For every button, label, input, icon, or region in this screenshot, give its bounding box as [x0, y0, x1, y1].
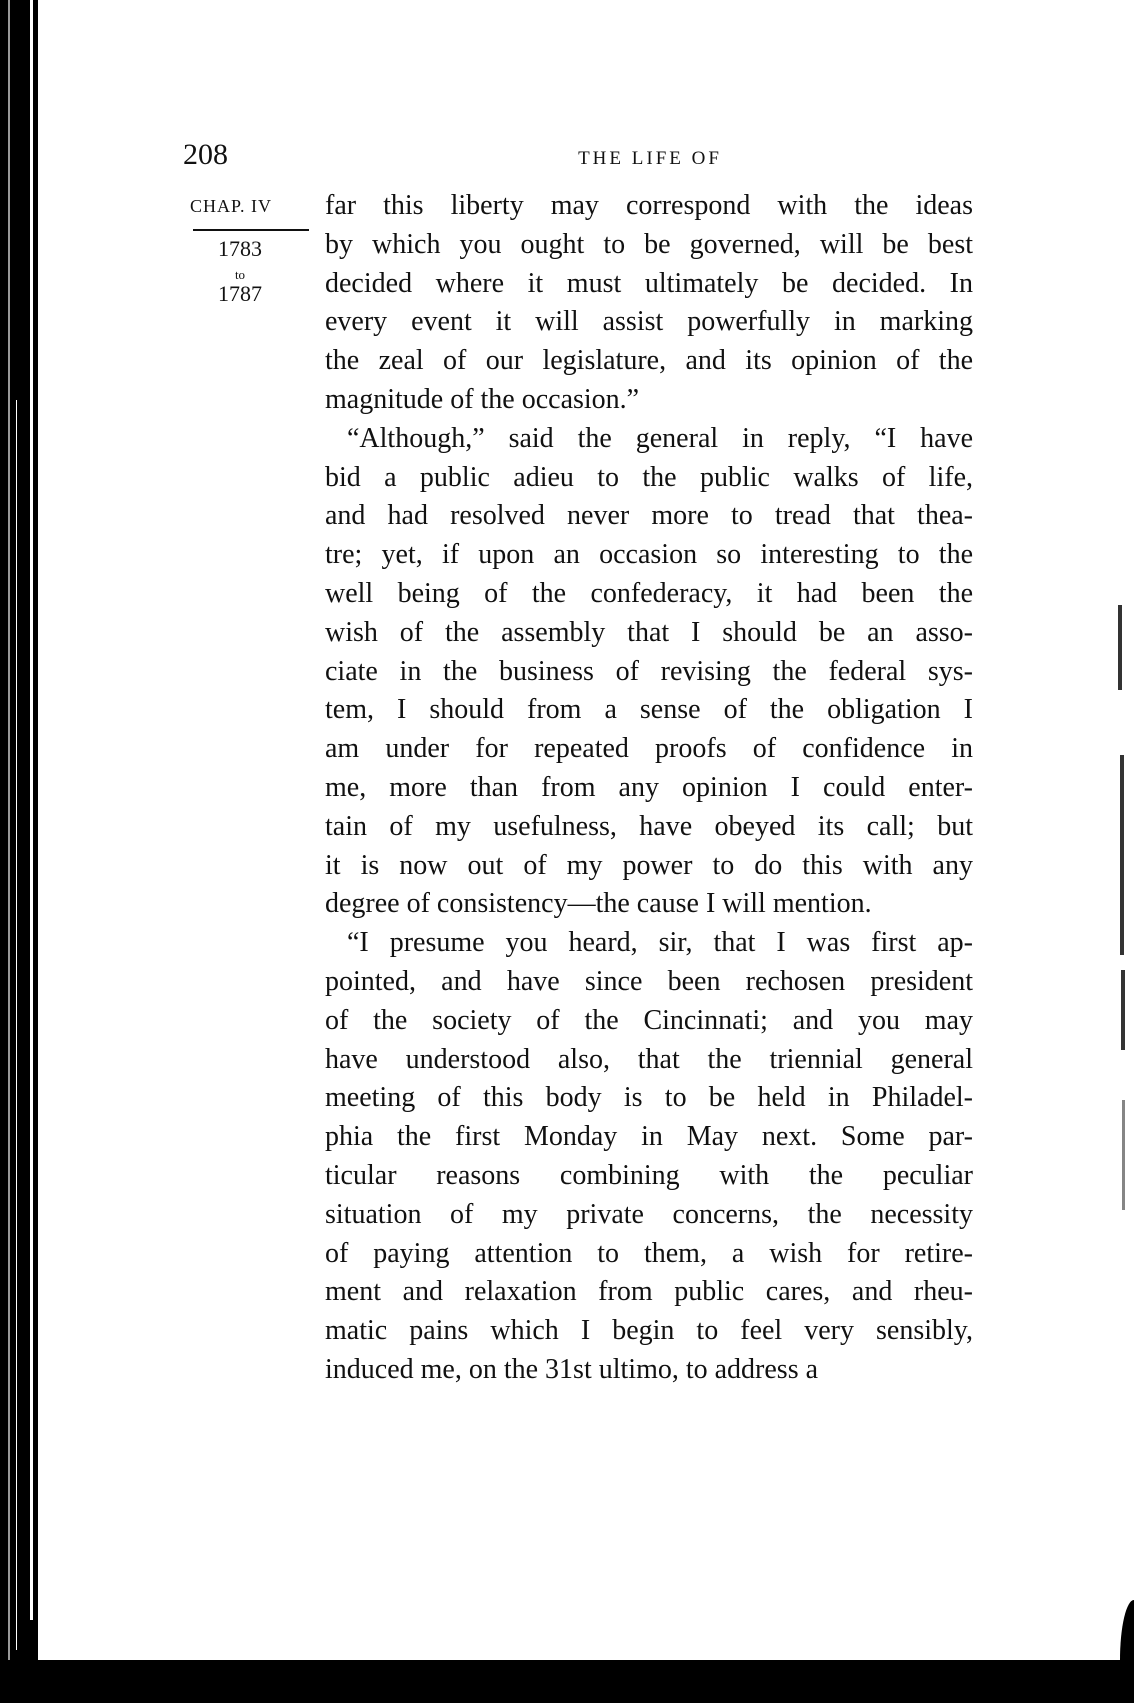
text-line: tem, I should from a sense of the obligation I — [325, 694, 973, 726]
body-text — [325, 187, 973, 1390]
scan-bottom-edge — [0, 1660, 1134, 1703]
text-line: ciate in the business of revising the federal sys- — [325, 655, 973, 687]
text-line: ment and relaxation from public cares, and rheu- — [325, 1276, 973, 1308]
text-line: magnitude of the occasion.” — [325, 383, 640, 415]
text-line: by which you ought to be governed, will be best — [325, 228, 973, 260]
text-line: ticular reasons combining with the peculiar — [325, 1159, 973, 1191]
scan-artifact — [1118, 605, 1122, 690]
text-line: tain of my usefulness, have obeyed its call; but — [325, 810, 973, 842]
year-to: to — [234, 267, 246, 282]
text-line: decided where it must ultimately be decided. In — [325, 267, 973, 299]
text-line: “I presume you heard, sir, that I was first ap- — [347, 927, 973, 959]
text-line: “Although,” said the general in reply, “I have — [347, 422, 973, 454]
text-line: bid a public adieu to the public walks of life, — [325, 461, 973, 493]
text-line: degree of consistency—the cause I will mention. — [325, 888, 872, 920]
text-line: and had resolved never more to tread that thea- — [325, 500, 973, 532]
scan-artifact — [1122, 1100, 1125, 1210]
scan-page-curl — [1120, 1600, 1134, 1670]
text-line: situation of my private concerns, the necessity — [325, 1198, 973, 1230]
text-line: well being of the confederacy, it had been the — [325, 577, 973, 609]
running-title: THE LIFE OF — [578, 148, 722, 169]
text-line: wish of the assembly that I should be an asso- — [325, 616, 973, 648]
year-end: 1787 — [218, 281, 262, 306]
text-line: matic pains which I begin to feel very sensibly, — [325, 1315, 973, 1347]
chapter-marker: CHAP. IV — [190, 196, 273, 216]
text-line: me, more than from any opinion I could enter- — [325, 771, 973, 803]
text-line: far this liberty may correspond with the ideas — [325, 190, 973, 221]
text-line: am under for repeated proofs of confidence in — [325, 733, 973, 765]
year-start: 1783 — [218, 236, 262, 261]
text-line: tre; yet, if upon an occasion so interesting to the — [325, 539, 973, 571]
text-line: it is now out of my power to do this with any — [325, 849, 973, 881]
scan-artifact — [1120, 755, 1124, 955]
text-line: have understood also, that the triennial general — [325, 1043, 973, 1075]
text-line: the zeal of our legislature, and its opinion of the — [325, 345, 973, 377]
margin-rule — [193, 229, 309, 231]
text-line: of the society of the Cincinnati; and you may — [325, 1004, 973, 1036]
text-line: induced me, on the 31st ultimo, to address a — [325, 1353, 819, 1385]
text-line: phia the first Monday in May next. Some par- — [325, 1121, 973, 1153]
scan-binding-edge — [0, 0, 38, 1703]
text-line: of paying attention to them, a wish for retire- — [325, 1237, 973, 1269]
text-line: every event it will assist powerfully in marking — [325, 306, 973, 338]
page-number: 208 — [183, 138, 228, 171]
text-line: pointed, and have since been rechosen president — [325, 965, 973, 997]
scan-artifact — [1121, 970, 1125, 1050]
text-line: meeting of this body is to be held in Philadel- — [325, 1082, 973, 1114]
